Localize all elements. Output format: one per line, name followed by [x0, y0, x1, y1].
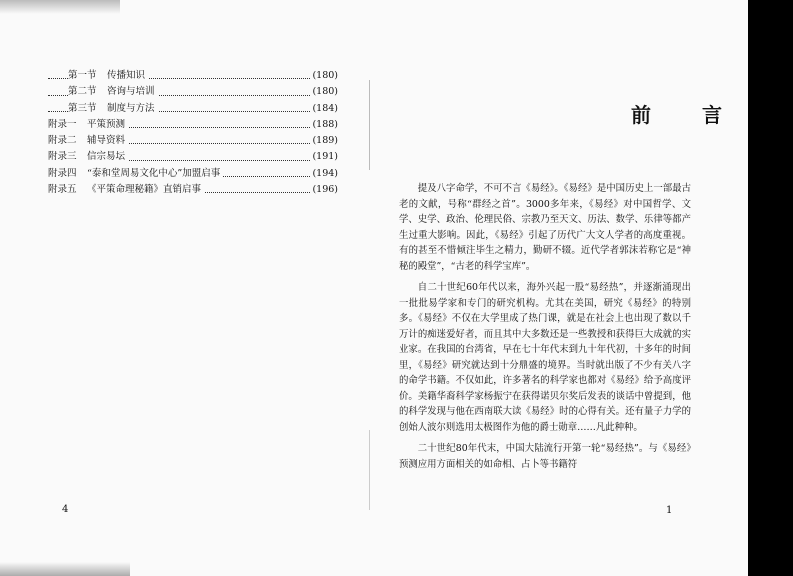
toc-page: (189) — [310, 133, 338, 149]
toc-title: 《平策命理秘籍》直销启事 — [87, 184, 202, 196]
toc-label: 附录一 — [48, 118, 77, 130]
toc-title: “泰和堂周易文化中心”加盟启事 — [87, 167, 221, 179]
toc-label: 第一节 — [68, 70, 97, 81]
right-page-number: 1 — [666, 505, 673, 516]
scan-shadow-bottom — [0, 562, 130, 576]
toc-label: 附录二 — [48, 135, 77, 147]
toc-row — [48, 117, 338, 133]
toc-label: 附录五 — [48, 184, 77, 196]
toc-title: 制度与方法 — [107, 102, 155, 114]
gutter-line-lower — [369, 430, 370, 510]
body-text — [399, 181, 691, 478]
toc-title: 传播知识 — [107, 70, 146, 81]
toc-row — [48, 84, 338, 100]
toc-page: (180) — [310, 84, 338, 100]
toc-page: (196) — [310, 182, 338, 198]
toc-label: 第二节 — [68, 86, 97, 98]
toc-row — [48, 166, 338, 182]
toc-page: (180) — [310, 68, 338, 84]
gutter-line — [369, 80, 370, 170]
toc-row — [48, 133, 338, 149]
toc-page: (188) — [310, 117, 338, 133]
toc-page: (194) — [310, 166, 338, 182]
chapter-title: 前 言 — [631, 103, 744, 127]
toc-title: 辅导资料 — [87, 135, 126, 147]
toc-title: 咨询与培训 — [107, 86, 155, 98]
toc-row — [48, 182, 338, 198]
toc-page: (184) — [310, 101, 338, 117]
toc-label: 附录四 — [48, 167, 77, 179]
left-page-number: 4 — [62, 504, 69, 515]
toc-row — [48, 149, 338, 165]
scan-shadow-top — [0, 0, 120, 14]
toc-title: 平策预测 — [87, 118, 126, 130]
paragraph: 二十世纪80年代末，中国大陆流行开第一轮“易经热”。与《易经》预测应用方面相关的如命相、占卜等书籍符 — [399, 443, 691, 470]
paragraph: 提及八字命学，不可不言《易经》。《易经》是中国历史上一部最古老的文献，号称“群经之首”。3000多年来，《易经》对中国哲学、文学、史学、政治、伦理民俗、宗教乃至天文、历法、数学、乐律等都产生过重大影响。因此，《易经》引起了历代广大文人学者的高度重视。有的甚至不惜倾注毕生之精力，勤研不辍。近代学者郭沫若称它是“神秘的殿堂”，“古老的科学宝库”。 — [399, 183, 691, 272]
toc-row — [48, 101, 338, 117]
toc-label: 第三节 — [68, 102, 97, 114]
toc-label: 附录三 — [48, 151, 77, 163]
table-of-contents — [48, 68, 338, 198]
toc-title: 信宗易坛 — [87, 151, 126, 163]
toc-row — [48, 68, 338, 84]
toc-page: (191) — [310, 149, 338, 165]
paragraph: 自二十世纪60年代以来，海外兴起一股“易经热”，并逐渐涌现出一批批易学家和专门的研究机构。尤其在美国，研究《易经》的特别多。《易经》不仅在大学里成了热门课，就是在社会上也出现了数以千万计的痴迷爱好者，而且其中大多数还是一些教授和获得巨大成就的实业家。在我国的台湾省，早在七十年代末到九十年代初，十多年的时间里，《易经》研究就达到十分鼎盛的境界。当时就出版了不少有关八字的命学书籍。不仅如此，许多著名的科学家也都对《易经》给予高度评价。美籍华裔科学家杨振宁在获得诺贝尔奖后发表的谈话中曾提到，他的科学发现与他在西南联大读《易经》时的心得有关。还有量子力学的创始人波尔则选用太极图作为他的爵士勋章……凡此种种。 — [399, 282, 691, 433]
